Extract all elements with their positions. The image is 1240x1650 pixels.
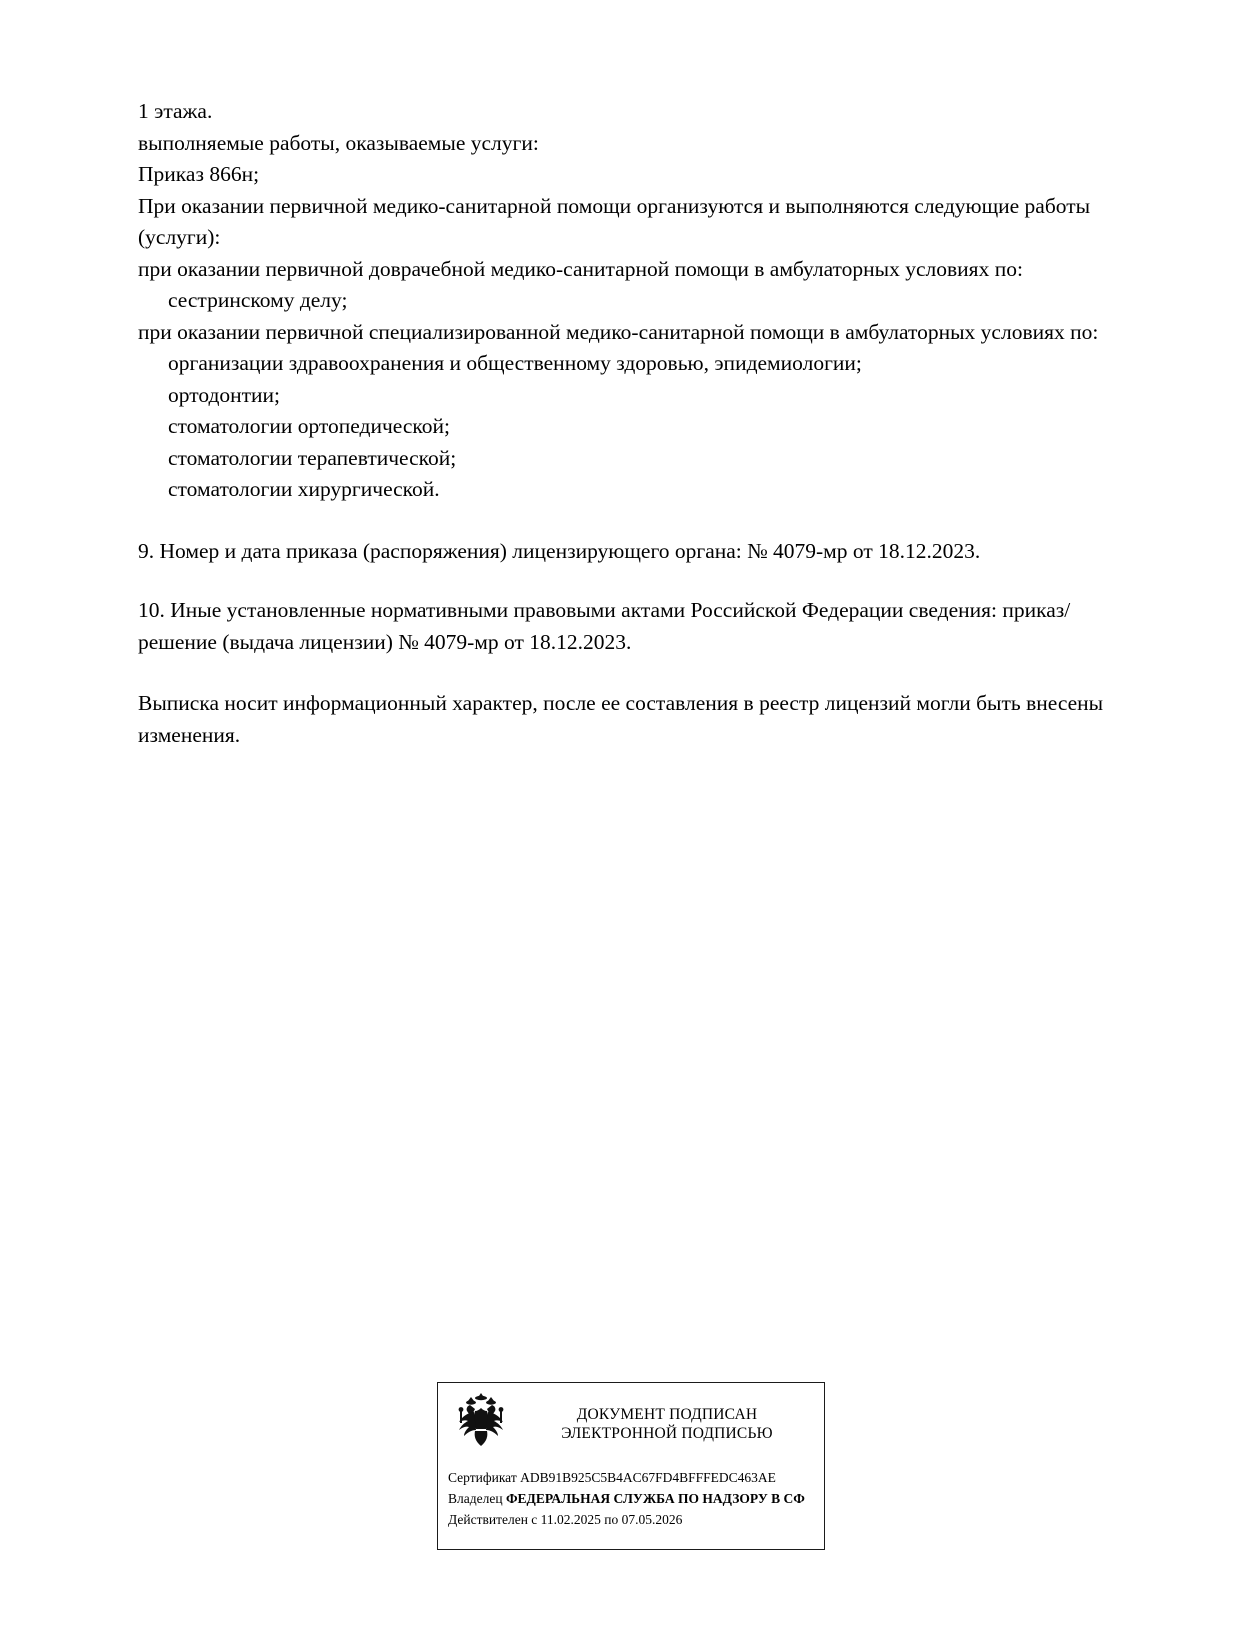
electronic-signature-stamp	[437, 1382, 825, 1550]
stamp-certificate-row	[448, 1467, 824, 1488]
spacer	[138, 506, 1106, 536]
stamp-owner-value: ФЕДЕРАЛЬНАЯ СЛУЖБА ПО НАДЗОРУ В СФ	[505, 1491, 805, 1506]
body-line: стоматологии терапевтической;	[168, 445, 457, 470]
stamp-owner-row	[448, 1488, 824, 1509]
item-9-order-number-and-date: 9. Номер и дата приказа (распоряжения) лицензирующего органа: № 4079-мр от 18.12.2023.	[138, 538, 981, 563]
stamp-details	[438, 1459, 824, 1530]
stamp-title-line-2: ЭЛЕКТРОННОЙ ПОДПИСЬЮ	[561, 1425, 773, 1442]
body-line: при оказании первичной специализированной медико-санитарной помощи в амбулаторных условиях по:	[138, 319, 1099, 344]
stamp-header	[438, 1383, 824, 1459]
item-10-other-information: 10. Иные установленные нормативными правовыми актами Российской Федерации сведения: приказ/решение (выдача лицензии) № 4079-мр от 18.12.2023.	[138, 598, 1071, 654]
body-line: выполняемые работы, оказываемые услуги:	[138, 130, 539, 155]
stamp-title-line-1: ДОКУМЕНТ ПОДПИСАН	[576, 1406, 758, 1423]
body-line: При оказании первичной медико-санитарной помощи организуются и выполняются следующие работы (услуги):	[138, 193, 1091, 249]
spacer	[138, 567, 1106, 595]
double-headed-eagle-emblem-icon	[448, 1391, 514, 1457]
spacer	[138, 658, 1106, 688]
body-line: 1 этажа.	[138, 99, 213, 123]
document-body	[138, 96, 1106, 751]
stamp-title	[514, 1405, 818, 1443]
body-line: стоматологии хирургической.	[168, 477, 440, 501]
body-line: сестринскому делу;	[168, 288, 348, 312]
body-line: Приказ 866н;	[138, 162, 260, 186]
stamp-certificate-value: ADB91B925C5B4AC67FD4BFFFEDC463AE	[520, 1470, 776, 1485]
body-line: при оказании первичной доврачебной медико-санитарной помощи в амбулаторных условиях по:	[138, 256, 1023, 281]
stamp-certificate-label: Сертификат	[448, 1470, 517, 1485]
stamp-validity: Действителен с 11.02.2025 по 07.05.2026	[448, 1512, 683, 1527]
body-line: организации здравоохранения и общественному здоровью, эпидемиологии;	[168, 351, 862, 375]
body-line: стоматологии ортопедической;	[168, 414, 451, 438]
informational-disclaimer: Выписка носит информационный характер, после ее составления в реестр лицензий могли быть внесены изменения.	[138, 691, 1104, 747]
stamp-owner-label: Владелец	[448, 1491, 503, 1506]
body-line: ортодонтии;	[168, 382, 281, 407]
